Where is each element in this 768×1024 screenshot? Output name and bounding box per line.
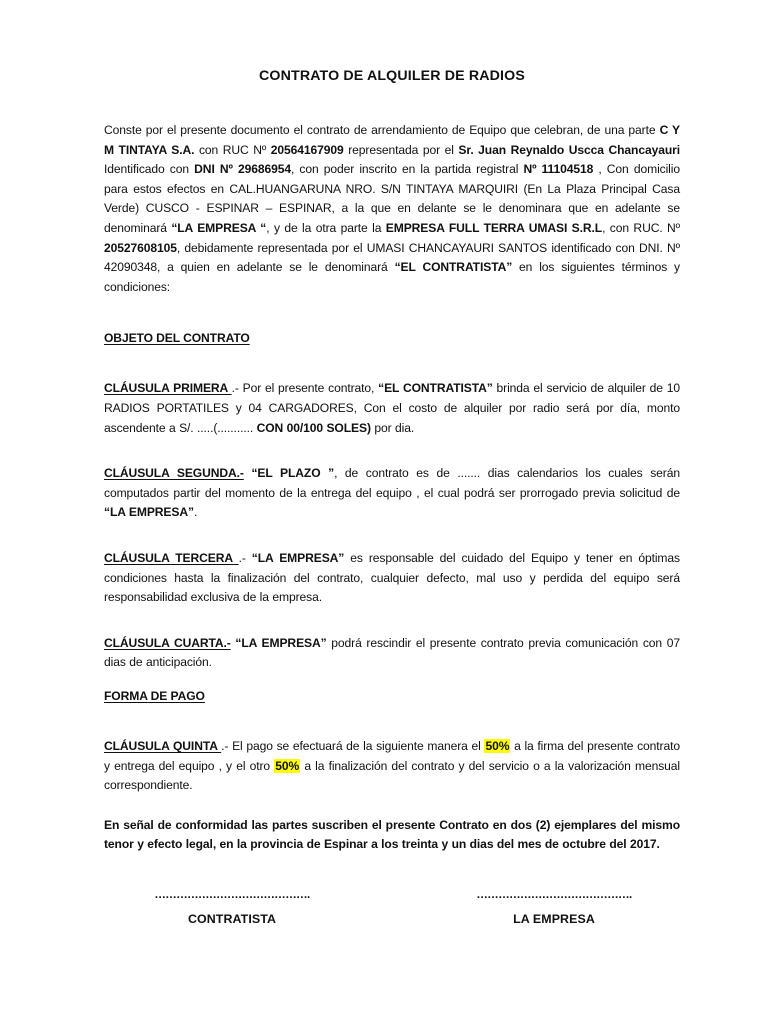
clause-tercera-text-1: .- xyxy=(238,550,252,565)
term-la-empresa-cuarta: “LA EMPRESA” xyxy=(235,635,327,650)
clause-tercera-label: CLÁUSULA TERCERA xyxy=(104,550,239,565)
term-el-contratista: “EL CONTRATISTA” xyxy=(394,260,513,275)
preamble-text-3: representada por el xyxy=(343,142,459,157)
preamble-text-4: Identificado con xyxy=(104,162,195,177)
term-la-empresa-tercera: “LA EMPRESA” xyxy=(251,550,345,565)
clause-primera-text-5: por dia. xyxy=(370,420,415,435)
spacer xyxy=(104,297,680,329)
clause-tercera-text-2: es responsable del cuidado del Equipo y tener en óptimas condiciones hasta la finalización del contrato, cualquier defecto, mal uso y perdida del equipo será responsabilidad exclusiva de la empresa. xyxy=(104,550,680,605)
heading-objeto-del-contrato-wrap xyxy=(104,329,680,347)
clause-tercera xyxy=(104,549,680,608)
clause-primera-text-3: y xyxy=(228,400,249,415)
clause-primera xyxy=(104,379,680,438)
spacer xyxy=(104,673,680,687)
clause-primera-contratista: “EL CONTRATISTA” xyxy=(378,381,493,396)
party-empresa-name: C Y M TINTAYA S.A. xyxy=(104,123,681,157)
term-la-empresa: “LA EMPRESA “ xyxy=(171,221,267,235)
party-empresa-representative: Sr. Juan Reynaldo Uscca Chancayauri xyxy=(458,142,680,157)
term-el-plazo: “EL PLAZO ” xyxy=(251,466,335,481)
signature-label-empresa: LA EMPRESA xyxy=(513,912,595,926)
preamble-text-6: , Con domicilio para estos efectos en CAL.HUANGARUNA NRO. S/N TINTAYA MARQUIRI (En La Plaza Principal Casa Verde) CUSCO - ESPINAR – ESPINAR, a la que en delante se le denominara que en adelante se denominará xyxy=(104,162,680,235)
signature-block-empresa xyxy=(434,888,674,926)
preamble-text-5: , con poder inscrito en la partida registral xyxy=(290,162,524,177)
payment-percent-second: 50% xyxy=(275,758,300,773)
clause-primera-text-2: brinda el servicio de alquiler de xyxy=(492,381,667,396)
clause-quinta-text-2: a la firma del presente contrato y entrega del equipo , y el otro xyxy=(104,738,680,773)
clause-cuarta-label: CLÁUSULA CUARTA.- xyxy=(104,635,231,650)
heading-forma-de-pago: FORMA DE PAGO xyxy=(104,688,205,703)
signature-line-contratista: ……………………………………. xyxy=(154,889,310,901)
preamble-text-1: Conste por el presente documento el contrato de arrendamiento de Equipo que celebran, de una parte xyxy=(104,123,660,138)
party-empresa-ruc: 20564167909 xyxy=(270,142,344,157)
spacer xyxy=(104,438,680,464)
signature-label-contratista: CONTRATISTA xyxy=(187,912,277,926)
clause-primera-radios-qty: 10 RADIOS PORTATILES xyxy=(104,381,680,415)
clause-quinta-label: CLÁUSULA QUINTA xyxy=(104,738,222,753)
clause-segunda xyxy=(104,464,680,523)
heading-forma-de-pago-wrap xyxy=(104,687,680,705)
clause-primera-text-1: .- Por el presente contrato, xyxy=(231,381,379,396)
party-empresa-dni: DNI Nº 29686954 xyxy=(194,162,291,177)
party-contratista-name: EMPRESA FULL TERRA UMASI S.R.L xyxy=(385,221,603,235)
preamble-text-2: con RUC Nº xyxy=(194,142,271,157)
preamble-paragraph xyxy=(104,121,680,297)
heading-objeto-del-contrato: OBJETO DEL CONTRATO xyxy=(104,331,250,346)
spacer xyxy=(104,347,680,379)
clause-primera-label: CLÁUSULA PRIMERA xyxy=(104,381,232,396)
spacer xyxy=(104,523,680,549)
clause-primera-amount-words: CON 00/100 SOLES) xyxy=(256,420,371,435)
party-contratista-ruc: 20527608105 xyxy=(104,240,177,255)
signature-line-empresa: ……………………………………. xyxy=(476,889,632,901)
clause-cuarta xyxy=(104,634,680,673)
clause-quinta-text-1: .- El pago se efectuará de la siguiente manera el xyxy=(221,738,485,753)
spacer xyxy=(104,608,680,634)
preamble-text-9: , debidamente representada por el UMASI CHANCAYAURI SANTOS identificado con DNI. Nº 42090348, a quien en adelante se le denominará xyxy=(104,240,680,275)
party-empresa-partida-registral: Nº 11104518 xyxy=(523,162,594,177)
closing-paragraph: En señal de conformidad las partes suscriben el presente Contrato en dos (2) ejemplares del mismo tenor y efecto legal, en la provincia de Espinar a los treinta y un dias del mes de octubre del 2017. xyxy=(104,817,680,852)
preamble-text-7: , y de la otra parte la xyxy=(266,221,386,235)
signature-area xyxy=(104,888,680,926)
spacer xyxy=(104,796,680,816)
clause-primera-text-4: , Con el costo de alquiler por radio será por día, monto ascendente a S/. .....(........... xyxy=(104,400,680,435)
spacer xyxy=(104,705,680,737)
page-title: CONTRATO DE ALQUILER DE RADIOS xyxy=(259,68,525,84)
clause-quinta-text-3: a la finalización del contrato y del servicio o a la valorización mensual correspondiente. xyxy=(104,758,680,793)
payment-percent-first: 50% xyxy=(485,738,510,753)
clause-quinta xyxy=(104,737,680,796)
clause-segunda-text-2: . xyxy=(193,505,198,520)
clause-segunda-label: CLÁUSULA SEGUNDA.- xyxy=(104,466,244,481)
clause-primera-cargadores-qty: 04 CARGADORES xyxy=(248,400,354,415)
clause-cuarta-text-1: podrá rescindir el presente contrato previa comunicación con 07 dias de anticipación. xyxy=(104,635,680,670)
clause-segunda-text-1: , de contrato es de ....... dias calendarios los cuales serán computados partir del momento de la entrega del equipo , el cual podrá ser prorrogado previa solicitud de xyxy=(104,466,680,500)
signature-block-contratista xyxy=(112,888,352,926)
term-la-empresa-segunda: “LA EMPRESA” xyxy=(104,505,194,520)
document-body xyxy=(104,68,680,855)
preamble-text-10: en los siguientes términos y condiciones: xyxy=(104,260,680,294)
preamble-text-8: , con RUC. Nº xyxy=(602,221,680,235)
